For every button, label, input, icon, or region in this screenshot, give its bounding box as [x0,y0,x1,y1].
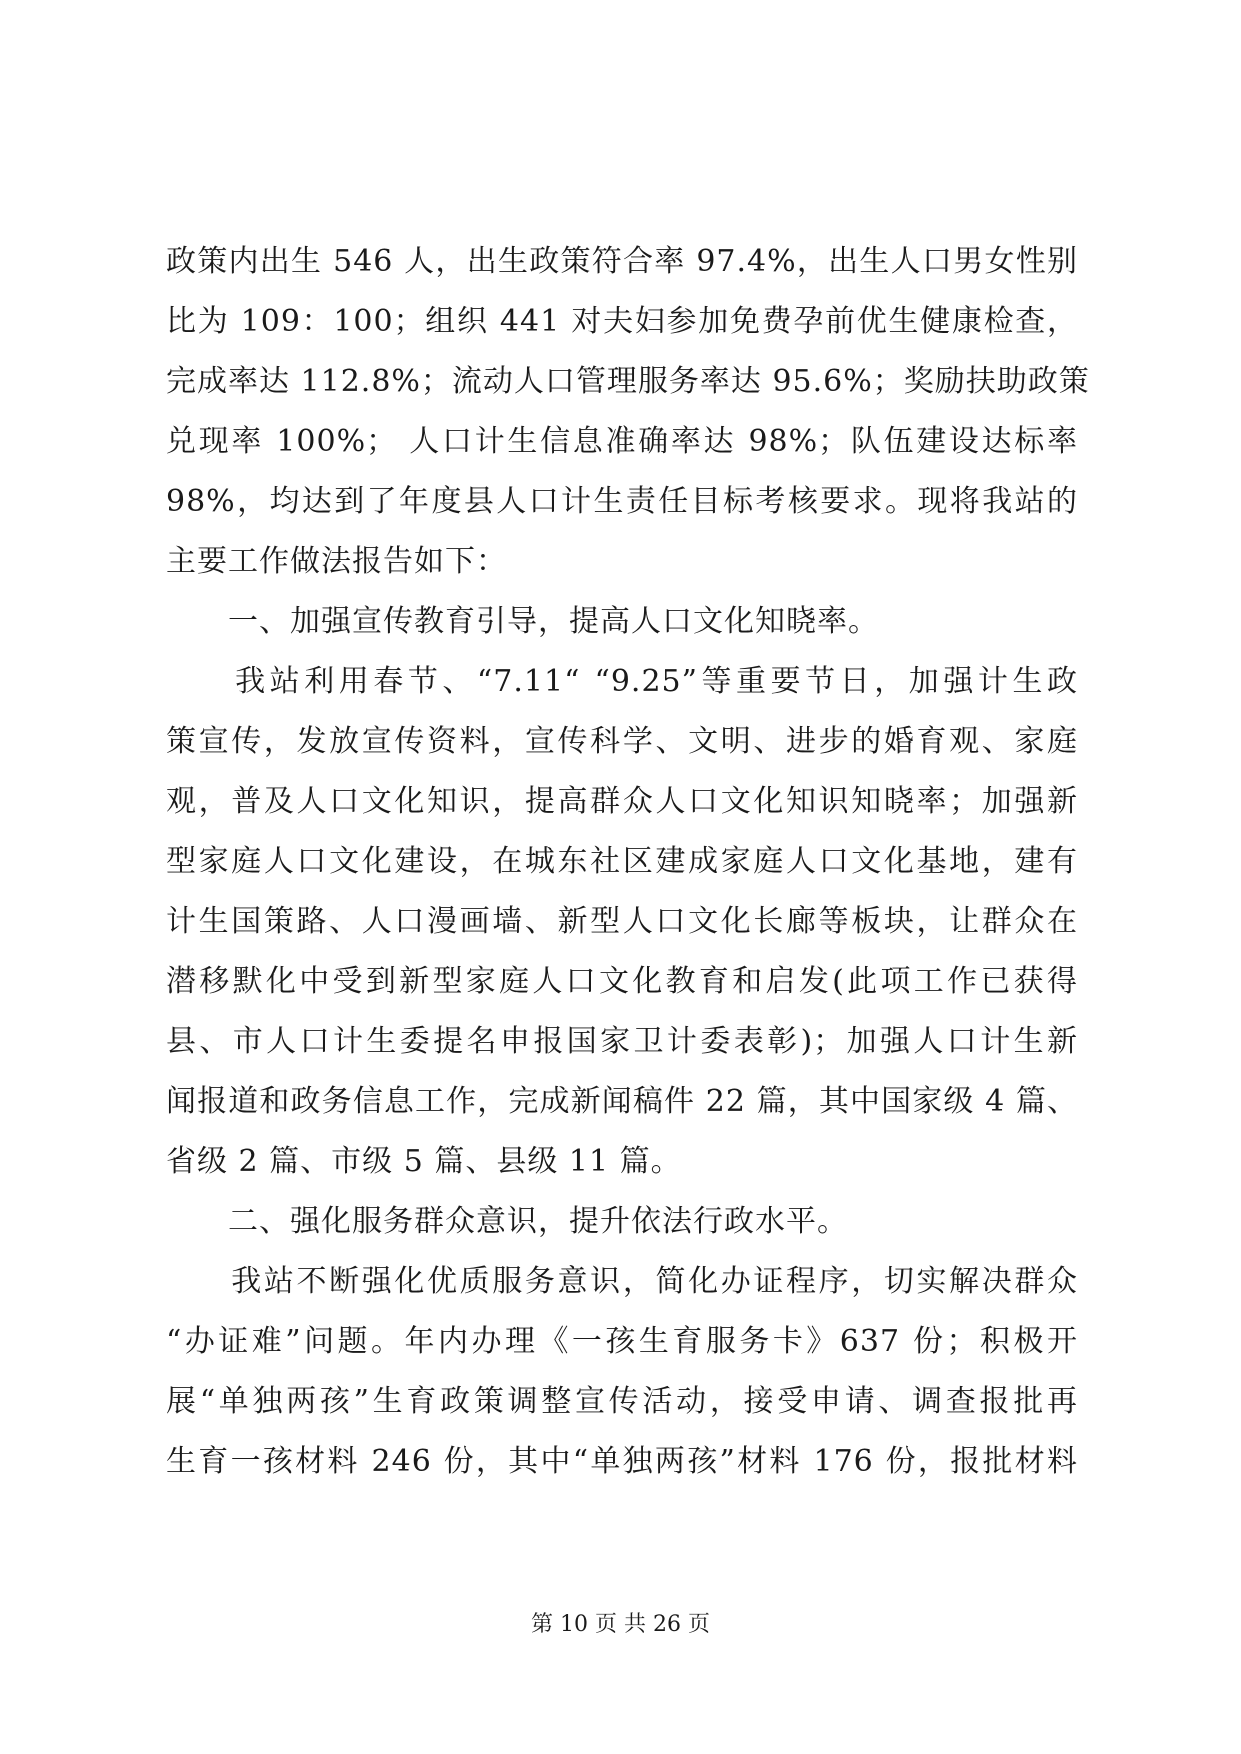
text-line: 主要工作做法报告如下： [166,544,507,579]
text-line: 计生国策路、人口漫画墙、新型人口文化长廊等板块，让群众在 [166,904,1078,939]
text-line: 完成率达 112.8%；流动人口管理服务率达 95.6%；奖励扶助政策 [166,364,1090,399]
text-line: 闻报道和政务信息工作，完成新闻稿件 22 篇，其中国家级 4 篇、 [166,1084,1078,1119]
text-line: 98%，均达到了年度县人口计生责任目标考核要求。现将我站的 [166,484,1078,519]
text-line: 省级 2 篇、市级 5 篇、县级 11 篇。 [166,1144,682,1179]
text-line: “办证难”问题。年内办理《一孩生育服务卡》637 份；积极开 [166,1324,1078,1359]
text-line: 展“单独两孩”生育政策调整宣传活动，接受申请、调查报批再 [166,1384,1078,1419]
text-line: 我站利用春节、“7.11“ “9.25”等重要节日，加强计生政 [166,664,1078,699]
body-text [166,232,1090,1492]
text-line: 政策内出生 546 人，出生政策符合率 97.4%，出生人口男女性别 [166,244,1078,279]
text-line: 兑现率 100%； 人口计生信息准确率达 98%；队伍建设达标率 [166,424,1078,459]
text-line: 观，普及人口文化知识，提高群众人口文化知识知晓率；加强新 [166,784,1078,819]
section-heading-1: 一、加强宣传教育引导，提高人口文化知晓率。 [166,604,879,639]
text-line: 策宣传，发放宣传资料，宣传科学、文明、进步的婚育观、家庭 [166,724,1078,759]
text-line: 潜移默化中受到新型家庭人口文化教育和启发(此项工作已获得 [166,964,1078,999]
text-line: 县、市人口计生委提名申报国家卫计委表彰)；加强人口计生新 [166,1024,1078,1059]
section-heading-2: 二、强化服务群众意识，提升依法行政水平。 [166,1204,848,1239]
page-number-footer: 第 10 页 共 26 页 [531,1612,710,1637]
text-line: 比为 109：100；组织 441 对夫妇参加免费孕前优生健康检查， [166,304,1078,339]
text-line: 型家庭人口文化建设，在城东社区建成家庭人口文化基地，建有 [166,844,1078,879]
text-line: 我站不断强化优质服务意识，简化办证程序，切实解决群众 [166,1264,1078,1299]
text-line: 生育一孩材料 246 份，其中“单独两孩”材料 176 份，报批材料 [166,1444,1078,1479]
